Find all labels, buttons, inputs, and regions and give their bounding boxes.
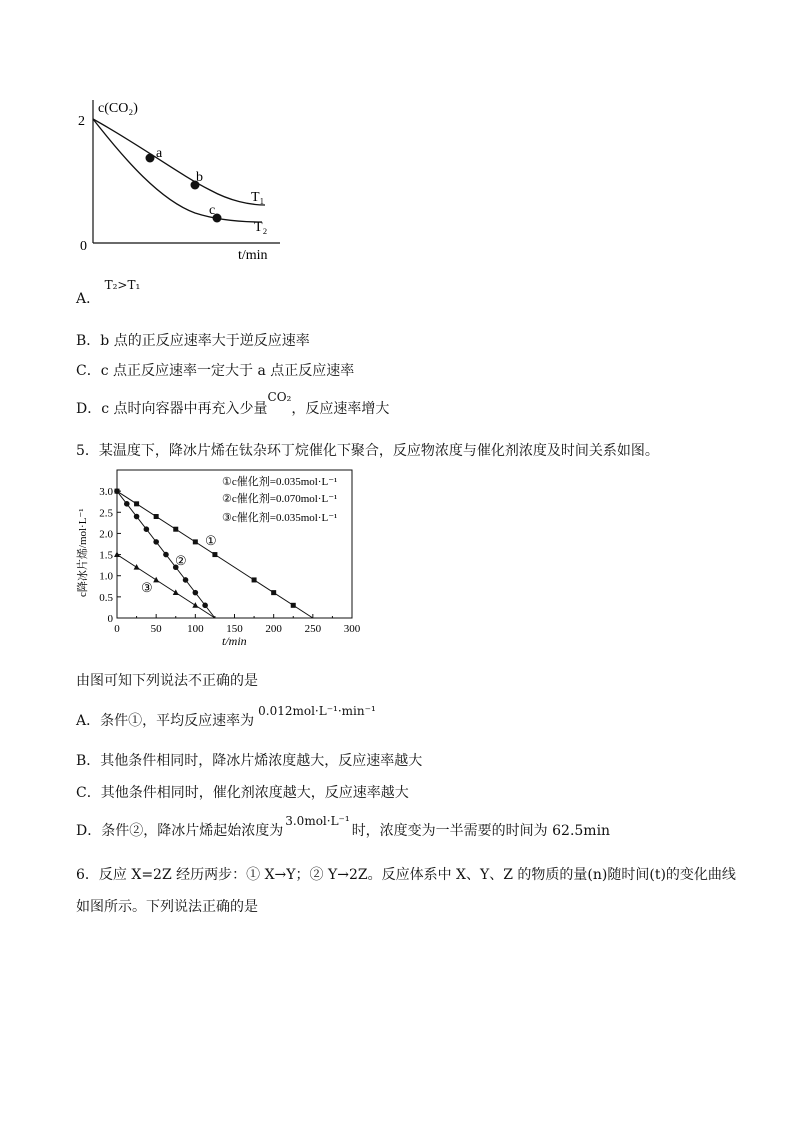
q4-option-a-formula: T₂>T₁ bbox=[104, 278, 141, 292]
q6-stem-line-1: 6．反应 X=2Z 经历两步：① X→Y；② Y→2Z。反应体系中 X、Y、Z 的物质的量(n)随时间(t)的变化曲线 bbox=[76, 867, 736, 883]
q5-point-s3 bbox=[134, 564, 140, 570]
q5-y-tick-label: 2.5 bbox=[99, 507, 113, 520]
q5-x-tick-label: 300 bbox=[343, 623, 361, 635]
q5-concentration-chart bbox=[70, 462, 370, 648]
q4-y-label: c(CO₂) bbox=[98, 101, 138, 116]
q5-y-tick-label: 1.0 bbox=[99, 570, 113, 583]
q5-y-tick-label: 1.5 bbox=[99, 549, 113, 562]
q5-series-label-2: ② bbox=[175, 553, 187, 568]
q5-point-s2 bbox=[124, 501, 130, 507]
q5-point-s2 bbox=[193, 590, 199, 596]
q5-x-tick-label: 50 bbox=[150, 623, 162, 635]
q5-point-s3 bbox=[192, 602, 198, 608]
q5-point-s3 bbox=[173, 589, 179, 595]
q5-point-s2 bbox=[183, 577, 189, 583]
q5-option-d-formula: 3.0mol·L⁻¹ bbox=[285, 814, 350, 828]
q5-option-a-formula: 0.012mol·L⁻¹·min⁻¹ bbox=[258, 704, 376, 718]
q5-point-s2 bbox=[163, 552, 169, 558]
q5-series-line-3 bbox=[117, 555, 215, 618]
q4-option-a bbox=[76, 278, 141, 308]
q5-point-s2 bbox=[202, 603, 208, 609]
q5-y-tick-label: 0 bbox=[107, 613, 113, 625]
q5-point-s1 bbox=[154, 514, 159, 519]
q5-option-c: C．其他条件相同时，催化剂浓度越大，反应速率越大 bbox=[76, 785, 409, 801]
q5-option-d bbox=[76, 814, 611, 840]
q5-option-a-prefix: A．条件①，平均反应速率为 bbox=[76, 713, 255, 729]
q5-point-s1 bbox=[173, 527, 178, 532]
q5-legend-2: ②c催化剂=0.070mol·L⁻¹ bbox=[222, 493, 338, 505]
q4-series-t2: T₂ bbox=[254, 220, 268, 235]
q5-y-tick-label: 0.5 bbox=[99, 591, 113, 604]
q5-point-s2 bbox=[134, 514, 140, 520]
q4-y-tick-2: 2 bbox=[78, 114, 85, 129]
q5-x-label: t/min bbox=[222, 634, 247, 648]
q4-curve-t1 bbox=[93, 119, 265, 205]
q5-point-s2 bbox=[153, 539, 159, 545]
q5-point-s1 bbox=[212, 552, 217, 557]
q5-point-s1 bbox=[193, 539, 198, 544]
q5-x-tick-label: 150 bbox=[226, 623, 243, 635]
q5-stem: 5．某温度下，降冰片烯在钛杂环丁烷催化下聚合，反应物浓度与催化剂浓度及时间关系如图。 bbox=[76, 443, 659, 459]
q4-option-b: B．b 点的正反应速率大于逆反应速率 bbox=[76, 333, 310, 349]
q4-label-a: a bbox=[156, 146, 163, 161]
q5-y-tick-label: 2.0 bbox=[99, 528, 113, 541]
q4-label-b: b bbox=[196, 170, 203, 185]
q5-option-d-suffix: 时，浓度变为一半需要的时间为 62.5min bbox=[351, 823, 611, 839]
q6-stem-line-2: 如图所示。下列说法正确的是 bbox=[76, 899, 258, 915]
q5-point-s2 bbox=[144, 526, 150, 532]
q4-point-a bbox=[146, 154, 155, 163]
q5-point-s1 bbox=[271, 590, 276, 595]
q5-x-tick-label: 200 bbox=[265, 623, 282, 635]
q4-label-c: c bbox=[209, 203, 216, 218]
q4-option-d-prefix: D．c 点时向容器中再充入少量 bbox=[76, 401, 268, 417]
q5-point-s2 bbox=[114, 488, 120, 494]
q5-x-tick-label: 0 bbox=[114, 623, 120, 635]
q5-point-s1 bbox=[252, 577, 257, 582]
q5-option-a bbox=[76, 704, 376, 730]
q5-option-b: B．其他条件相同时，降冰片烯浓度越大，反应速率越大 bbox=[76, 753, 423, 769]
q5-y-tick-label: 3.0 bbox=[99, 486, 113, 499]
q5-legend-3: ③c催化剂=0.035mol·L⁻¹ bbox=[222, 512, 338, 524]
q5-legend-1: ①c催化剂=0.035mol·L⁻¹ bbox=[222, 476, 338, 488]
q4-series-t1: T₁ bbox=[251, 190, 265, 205]
q4-concentration-chart bbox=[70, 95, 290, 265]
q5-point-s1 bbox=[134, 501, 139, 506]
q4-option-d bbox=[76, 390, 390, 418]
q5-y-label: c降冰片烯/mol·L⁻¹ bbox=[77, 508, 89, 597]
q4-option-d-formula: CO₂ bbox=[267, 390, 292, 404]
q5-series-label-3: ③ bbox=[141, 580, 153, 595]
q4-option-d-suffix: ，反应速率增大 bbox=[291, 401, 390, 417]
q5-series-label-1: ① bbox=[205, 533, 217, 548]
q4-option-a-prefix: A． bbox=[76, 291, 101, 307]
q4-option-c: C．c 点正反应速率一定大于 a 点正反应速率 bbox=[76, 363, 355, 379]
q5-x-tick-label: 100 bbox=[187, 623, 204, 635]
q5-sub-question: 由图可知下列说法不正确的是 bbox=[76, 673, 258, 689]
q5-x-tick-label: 250 bbox=[304, 623, 322, 635]
q5-point-s1 bbox=[291, 603, 296, 608]
q4-x-label: t/min bbox=[238, 248, 268, 263]
q4-origin-label: 0 bbox=[80, 239, 87, 254]
q5-option-d-prefix: D．条件②，降冰片烯起始浓度为 bbox=[76, 823, 284, 839]
q5-point-s3 bbox=[153, 577, 159, 583]
